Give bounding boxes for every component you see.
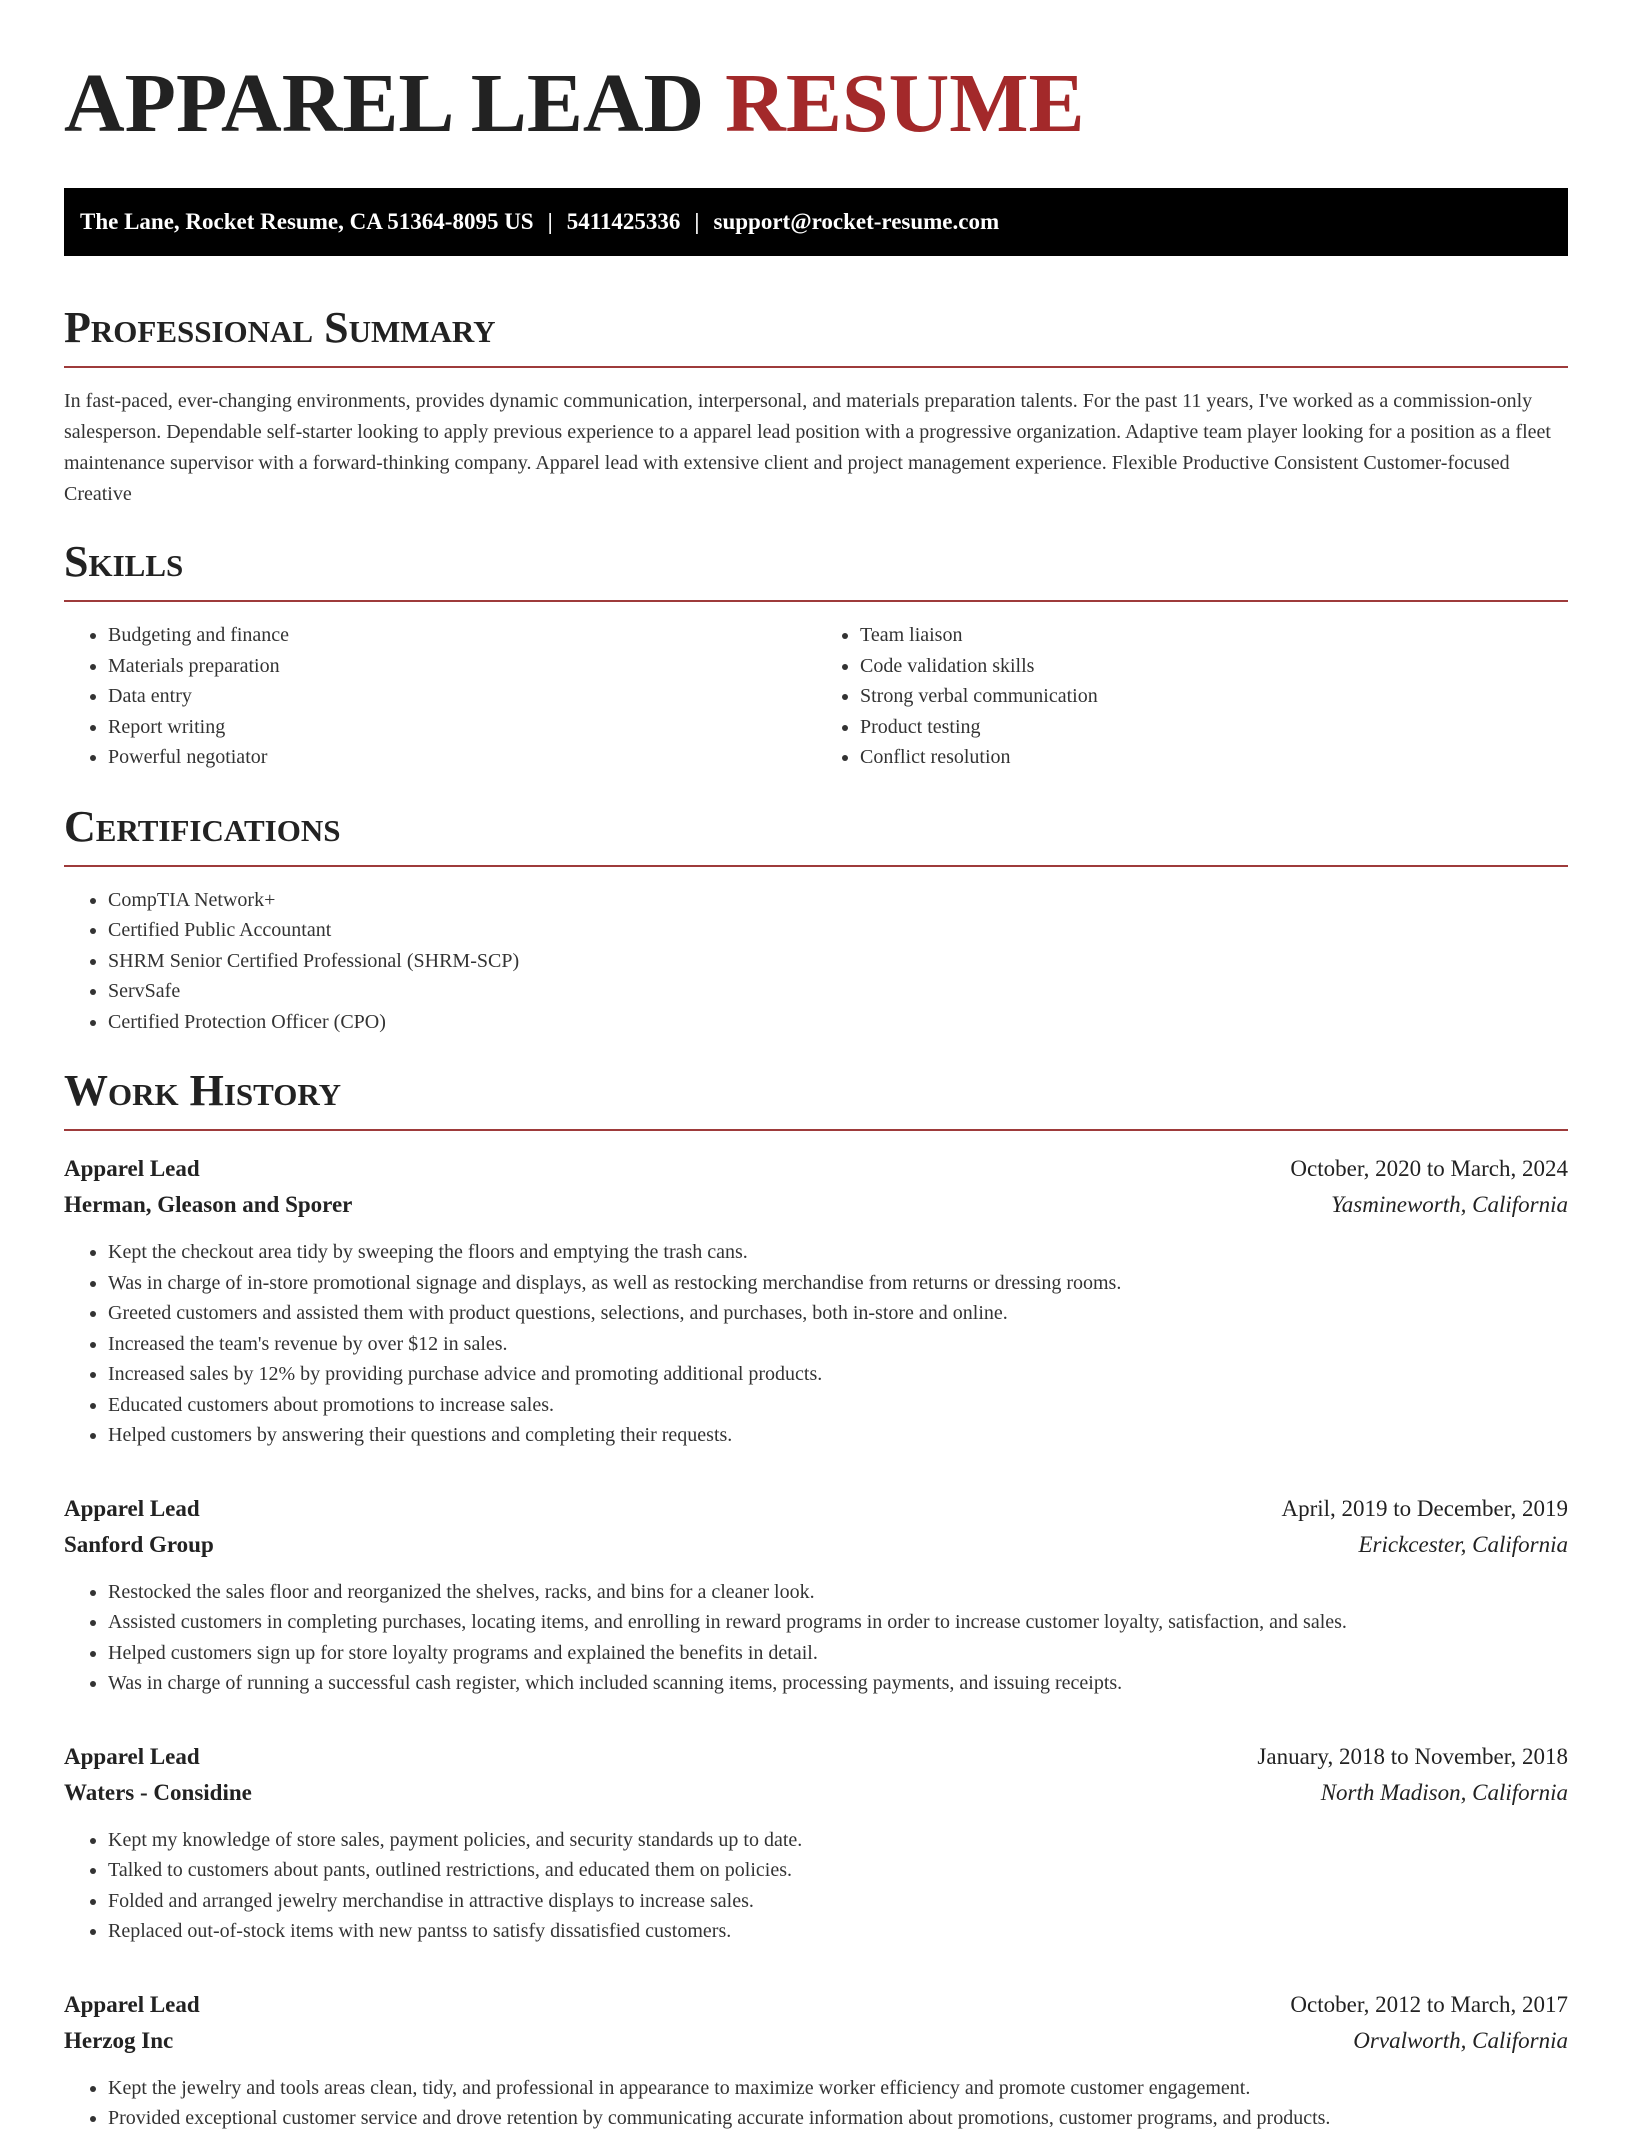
skill-item: • Data entry (108, 681, 816, 712)
job-title: Apparel Lead (64, 1495, 200, 1521)
skill-item: • Strong verbal communication (860, 681, 1568, 712)
skills-list-right (816, 620, 1568, 773)
job-dates: October, 2020 to March, 2024 (1290, 1156, 1568, 1181)
job-company: Sanford Group (64, 1531, 214, 1557)
certifications-list (64, 885, 1568, 1038)
certifications-heading: Certifications (64, 801, 341, 851)
job-location: Yasmineworth, California (1331, 1192, 1568, 1217)
job-entry (64, 1739, 1568, 1947)
title-main: APPAREL LEAD (64, 57, 705, 150)
job-bullet: • Restocked the sales floor and reorganized the shelves, racks, and bins for a cleaner look. (108, 1577, 1568, 1608)
work-history-heading: Work History (64, 1066, 342, 1115)
contact-separator: | (547, 209, 553, 234)
contact-phone: 5411425336 (566, 209, 681, 234)
job-bullet: • Increased sales by 12% by providing purchase advice and promoting additional products. (108, 1359, 1568, 1390)
job-title: Apparel Lead (64, 1991, 200, 2017)
job-bullet: • Kept the checkout area tidy by sweeping the floors and emptying the trash cans. (108, 1237, 1568, 1268)
skills-heading: Skills (64, 537, 184, 586)
job-dates: October, 2012 to March, 2017 (1290, 1991, 1568, 2017)
skill-item: • Materials preparation (108, 651, 816, 682)
job-bullet: • Educated customers about promotions to increase sales. (108, 1390, 1568, 1421)
job-bullet: • Greeted customers and assisted them with product questions, selections, and purchases, both in-store and online. (108, 1298, 1568, 1329)
job-bullet: • Provided exceptional customer service and drove retention by communicating accurate information about promotions, customer programs, and products. (108, 2103, 1568, 2134)
skill-item: • Conflict resolution (860, 742, 1568, 773)
job-entry (64, 1987, 1568, 2134)
job-location: North Madison, California (1320, 1779, 1568, 1805)
job-dates: January, 2018 to November, 2018 (1257, 1743, 1568, 1769)
skill-item: • Report writing (108, 712, 816, 743)
skills-grid (64, 620, 1568, 773)
certification-item: • Certified Protection Officer (CPO) (108, 1007, 1568, 1038)
job-entry (64, 1491, 1568, 1699)
job-bullet: • Folded and arranged jewelry merchandise in attractive displays to increase sales. (108, 1886, 1568, 1917)
job-company: Herman, Gleason and Sporer (64, 1192, 353, 1217)
section-divider (64, 366, 1568, 368)
job-bullet: • Was in charge of running a successful cash register, which included scanning items, processing payments, and issuing receipts. (108, 1668, 1568, 1699)
job-bullets (64, 1825, 1568, 1947)
summary-text: In fast-paced, ever-changing environments, provides dynamic communication, interpersonal, and materials preparation talents. For the past 11 years, I've worked as a commission-only salesperson. Dependable self-starter looking to apply previous experience to a apparel lead position with a progressive organization. Adaptive team player looking for a position as a fleet maintenance supervisor with a forward-thinking company. Apparel lead with extensive client and project management experience. Flexible Productive Consistent Customer-focused Creative (64, 390, 1551, 505)
job-bullet: • Helped customers sign up for store loyalty programs and explained the benefits in detail. (108, 1638, 1568, 1669)
certification-item: • CompTIA Network+ (108, 885, 1568, 916)
job-title: Apparel Lead (64, 1743, 200, 1769)
section-divider (64, 600, 1568, 602)
section-divider (64, 1129, 1568, 1131)
contact-bar (64, 188, 1568, 256)
job-company: Waters - Considine (64, 1779, 252, 1805)
skills-list-left (64, 620, 816, 773)
title-accent: RESUME (725, 57, 1085, 150)
job-bullet: • Talked to customers about pants, outlined restrictions, and educated them on policies. (108, 1855, 1568, 1886)
job-bullet: • Helped customers by answering their questions and completing their requests. (108, 1420, 1568, 1451)
job-dates: April, 2019 to December, 2019 (1281, 1495, 1568, 1521)
certification-item: • ServSafe (108, 976, 1568, 1007)
contact-address: The Lane, Rocket Resume, CA 51364-8095 US (80, 209, 534, 234)
skill-item: • Powerful negotiator (108, 742, 816, 773)
job-entry (64, 1151, 1568, 1451)
job-location: Orvalworth, California (1353, 2027, 1568, 2053)
skill-item: • Product testing (860, 712, 1568, 743)
certification-item: • SHRM Senior Certified Professional (SHRM-SCP) (108, 946, 1568, 977)
job-company: Herzog Inc (64, 2027, 174, 2053)
job-bullet: • Assisted customers in completing purchases, locating items, and enrolling in reward programs in order to increase customer loyalty, satisfaction, and sales. (108, 1607, 1568, 1638)
skill-item: • Team liaison (860, 620, 1568, 651)
section-divider (64, 865, 1568, 867)
job-bullet: • Replaced out-of-stock items with new pantss to satisfy dissatisfied customers. (108, 1916, 1568, 1947)
skill-item: • Code validation skills (860, 651, 1568, 682)
certification-item: • Certified Public Accountant (108, 915, 1568, 946)
resume-title (64, 56, 1568, 152)
job-bullet: • Was in charge of in-store promotional signage and displays, as well as restocking merchandise from returns or dressing rooms. (108, 1268, 1568, 1299)
job-title: Apparel Lead (64, 1156, 200, 1181)
job-bullet: • Kept the jewelry and tools areas clean, tidy, and professional in appearance to maximize worker efficiency and promote customer engagement. (108, 2073, 1568, 2104)
contact-separator: | (694, 209, 700, 234)
job-bullets (64, 2073, 1568, 2134)
skill-item: • Budgeting and finance (108, 620, 816, 651)
job-bullets (64, 1577, 1568, 1699)
job-bullet: • Increased the team's revenue by over $12 in sales. (108, 1329, 1568, 1360)
contact-email: support@rocket-resume.com (713, 209, 1000, 234)
job-bullet: • Kept my knowledge of store sales, payment policies, and security standards up to date. (108, 1825, 1568, 1856)
job-location: Erickcester, California (1358, 1531, 1568, 1557)
summary-heading: Professional Summary (64, 303, 496, 352)
job-bullets (64, 1237, 1568, 1451)
